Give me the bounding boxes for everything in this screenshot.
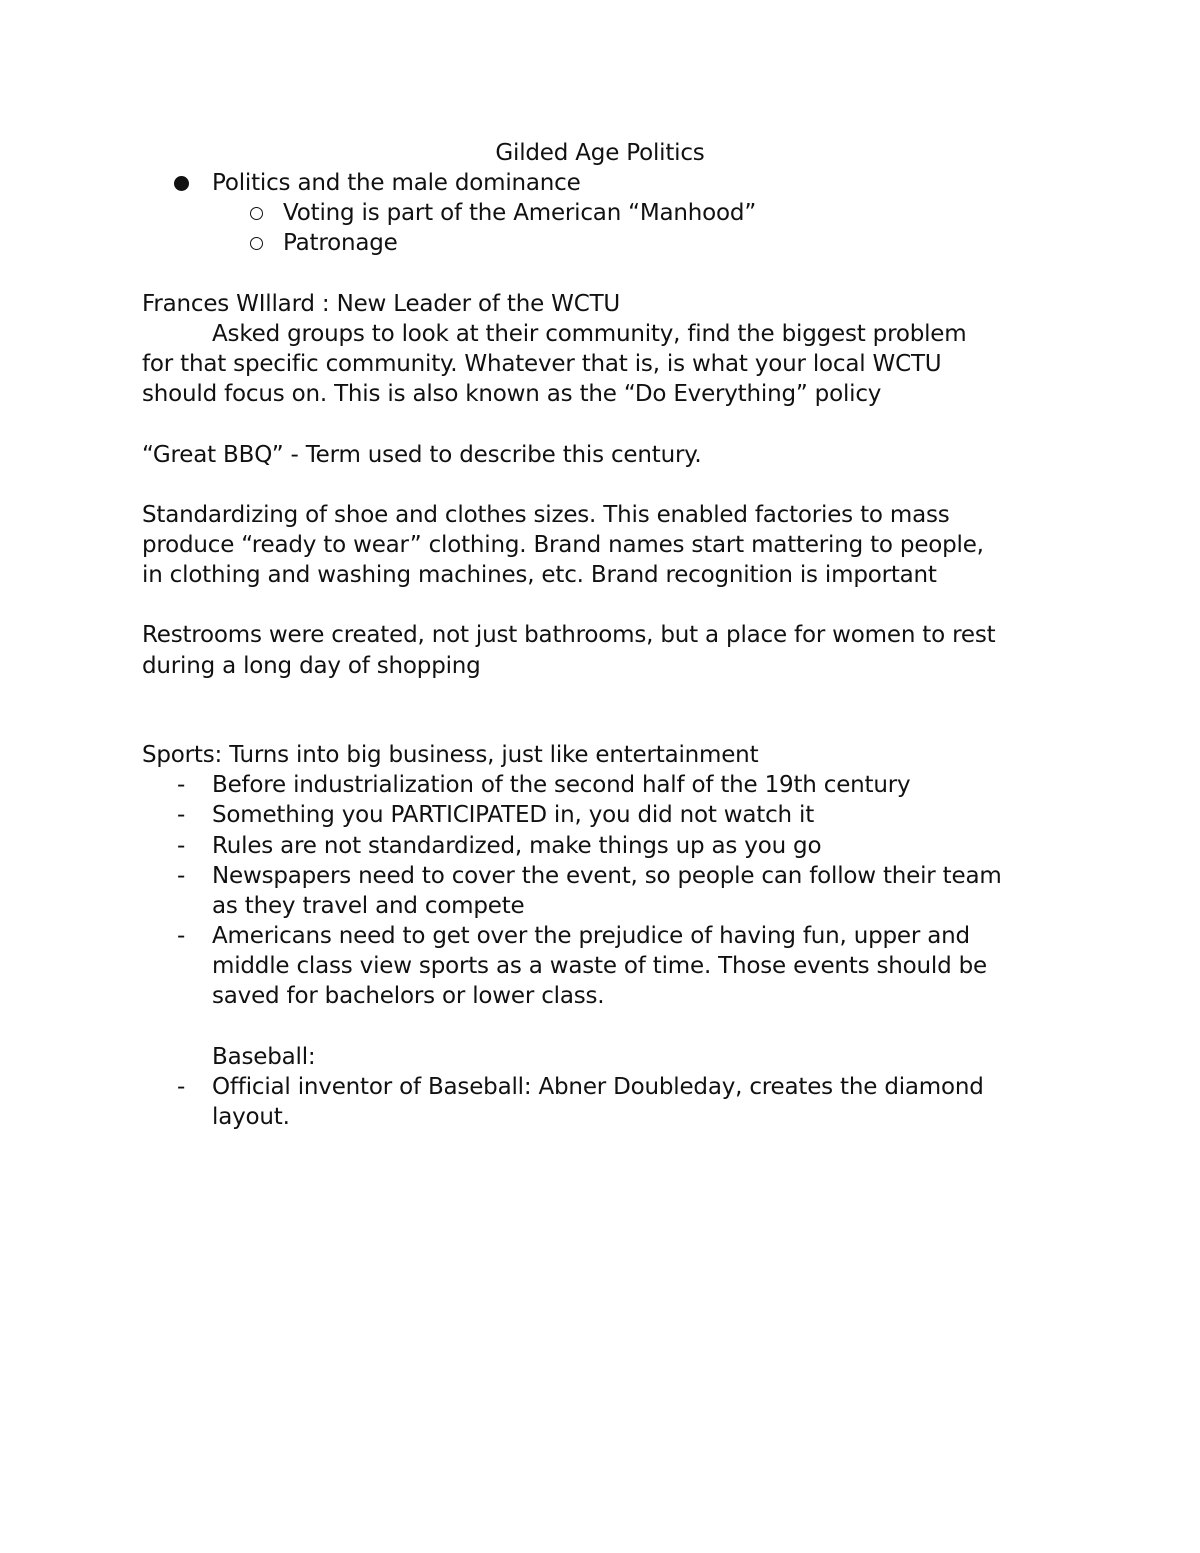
politics-sub-item: Patronage (283, 230, 398, 256)
dash-bullet: - (177, 802, 186, 828)
sports-item: Americans need to get over the prejudice of having fun, upper and (212, 923, 970, 949)
politics-sub-item: Voting is part of the American “Manhood” (283, 200, 757, 226)
open-bullet-icon (250, 237, 263, 250)
sports-item: Newspapers need to cover the event, so people can follow their team (212, 863, 1002, 889)
baseball-heading: Baseball: (212, 1044, 316, 1070)
restrooms-line: during a long day of shopping (142, 653, 481, 679)
dash-bullet: - (177, 772, 186, 798)
filled-bullet-icon (174, 176, 189, 191)
sports-heading: Sports: Turns into big business, just like entertainment (142, 742, 759, 768)
baseball-item: Official inventor of Baseball: Abner Doubleday, creates the diamond (212, 1074, 984, 1100)
sports-item: Something you PARTICIPATED in, you did not watch it (212, 802, 815, 828)
willard-line: for that specific community. Whatever that is, is what your local WCTU (142, 351, 942, 377)
sports-item-continuation: as they travel and compete (212, 893, 525, 919)
willard-line: Asked groups to look at their community, find the biggest problem (212, 321, 967, 347)
sports-item: Before industrialization of the second half of the 19th century (212, 772, 911, 798)
standardizing-line: produce “ready to wear” clothing. Brand names start mattering to people, (142, 532, 984, 558)
dash-bullet: - (177, 1074, 186, 1100)
sports-item: Rules are not standardized, make things up as you go (212, 833, 822, 859)
willard-heading: Frances WIllard : New Leader of the WCTU (142, 291, 621, 317)
document-title: Gilded Age Politics (495, 140, 705, 166)
bbq-paragraph: “Great BBQ” - Term used to describe this century. (142, 442, 702, 468)
dash-bullet: - (177, 863, 186, 889)
baseball-item-continuation: layout. (212, 1104, 290, 1130)
sports-item-continuation: middle class view sports as a waste of time. Those events should be (212, 953, 987, 979)
open-bullet-icon (250, 207, 263, 220)
standardizing-line: in clothing and washing machines, etc. Brand recognition is important (142, 562, 937, 588)
restrooms-line: Restrooms were created, not just bathrooms, but a place for women to rest (142, 622, 996, 648)
dash-bullet: - (177, 923, 186, 949)
standardizing-line: Standardizing of shoe and clothes sizes. This enabled factories to mass (142, 502, 950, 528)
dash-bullet: - (177, 833, 186, 859)
politics-bullet-text: Politics and the male dominance (212, 170, 581, 196)
sports-item-continuation: saved for bachelors or lower class. (212, 983, 605, 1009)
willard-line: should focus on. This is also known as the “Do Everything” policy (142, 381, 882, 407)
